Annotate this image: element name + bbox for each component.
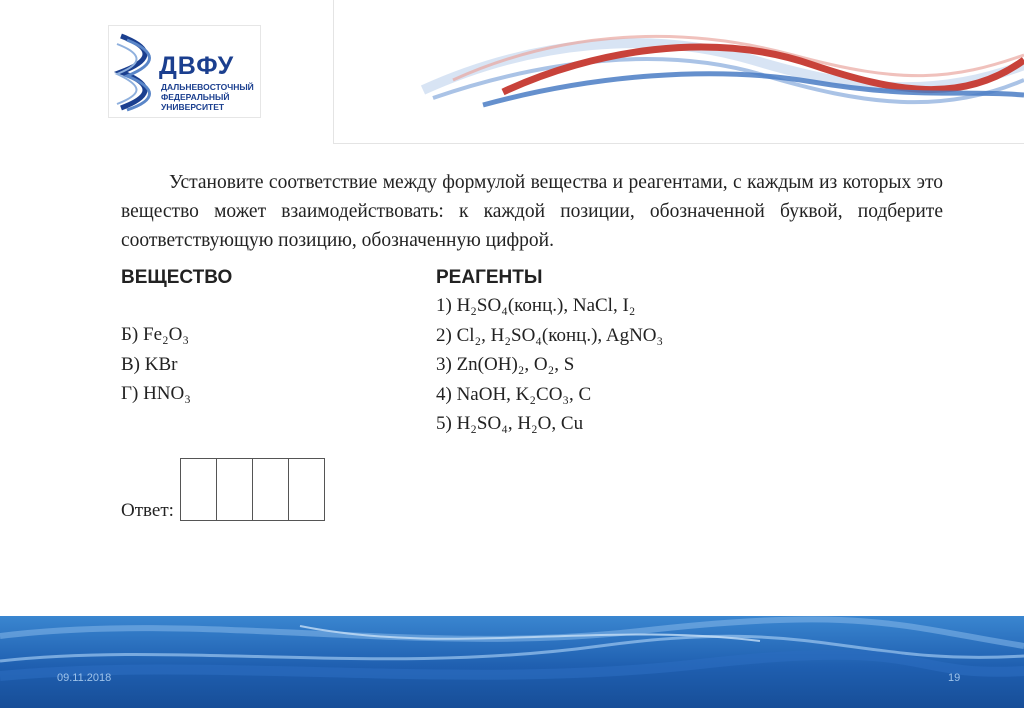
list-item bbox=[436, 350, 663, 380]
item-label: 3) bbox=[436, 354, 452, 375]
item-formula: Fe₂O₃ bbox=[143, 324, 189, 345]
answer-cell[interactable] bbox=[181, 459, 217, 520]
item-label: 2) bbox=[436, 324, 452, 346]
footer-band bbox=[0, 616, 1024, 708]
reagents-heading: РЕАГЕНТЫ bbox=[436, 267, 543, 288]
footer-date: 09.11.2018 bbox=[57, 672, 112, 684]
list-item bbox=[121, 320, 191, 350]
item-formula: NaOH, K₂CO₃, C bbox=[456, 383, 592, 405]
item-label: 4) bbox=[436, 383, 452, 405]
list-item bbox=[436, 409, 663, 439]
list-item bbox=[436, 321, 663, 351]
logo-subtitle bbox=[161, 82, 254, 112]
item-formula: H₂SO₄, H₂O, Cu bbox=[456, 413, 584, 434]
answer-cell[interactable] bbox=[253, 459, 289, 520]
item-label: 5) bbox=[436, 413, 452, 434]
list-item bbox=[436, 291, 663, 321]
logo-subtitle-line: УНИВЕРСИТЕТ bbox=[161, 102, 225, 112]
task-text bbox=[121, 168, 943, 255]
item-label: 1) bbox=[436, 295, 452, 316]
answer-label: Ответ: bbox=[121, 500, 174, 521]
decorative-waves-footer bbox=[0, 616, 1024, 708]
logo-subtitle-line: ДАЛЬНЕВОСТОЧНЫЙ bbox=[161, 82, 254, 92]
logo-subtitle-line: ФЕДЕРАЛЬНЫЙ bbox=[161, 92, 230, 102]
item-formula: KBr bbox=[144, 353, 178, 375]
substances-list bbox=[121, 320, 191, 409]
list-item bbox=[121, 379, 191, 409]
item-formula: HNO₃ bbox=[143, 383, 191, 404]
item-label: В) bbox=[121, 353, 140, 375]
answer-grid bbox=[180, 458, 325, 521]
footer-page-number: 19 bbox=[948, 672, 961, 684]
list-item bbox=[121, 350, 191, 380]
answer-cell[interactable] bbox=[217, 459, 253, 520]
item-formula: H₂SO₄(конц.), NaCl, I₂ bbox=[456, 295, 636, 316]
dvfu-helix-icon bbox=[113, 30, 159, 112]
decorative-waves-top bbox=[333, 20, 1024, 130]
reagents-list bbox=[436, 291, 663, 439]
task-text-content: Установите соответствие между формулой вещества и реагентами, с каждым из которых это вещество может взаимодействовать: к каждой позиции, обозначенной буквой, подберите соответствующую позицию, обозначенную цифрой. bbox=[121, 172, 943, 251]
item-label: Г) bbox=[121, 383, 139, 404]
list-item bbox=[436, 380, 663, 410]
answer-cell[interactable] bbox=[289, 459, 324, 520]
substances-heading: ВЕЩЕСТВО bbox=[121, 267, 233, 288]
item-formula: Zn(OH)₂, O₂, S bbox=[456, 354, 575, 375]
logo-title: ДВФУ bbox=[159, 52, 235, 80]
item-label: Б) bbox=[121, 324, 139, 345]
item-formula: Cl₂, H₂SO₄(конц.), AgNO₃ bbox=[456, 324, 664, 346]
dvfu-logo bbox=[108, 25, 261, 118]
